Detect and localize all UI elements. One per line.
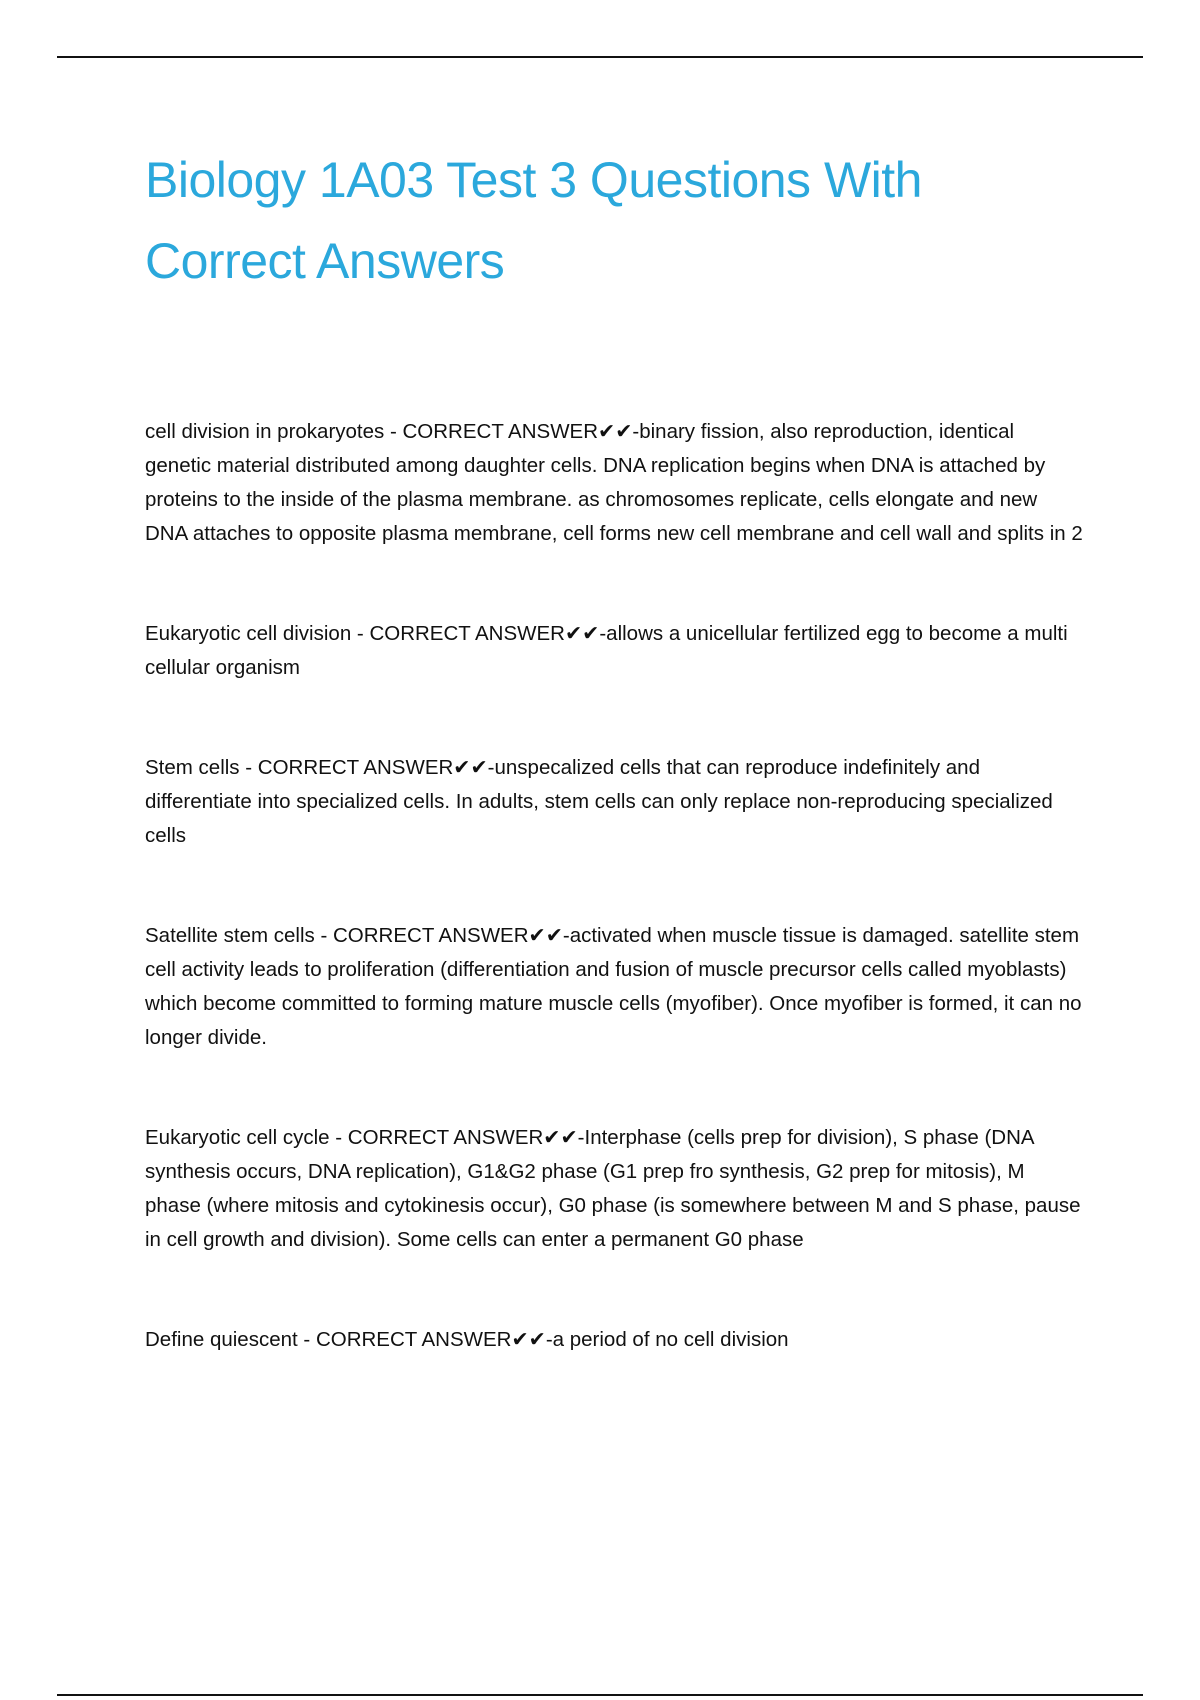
- document-body: [145, 140, 1085, 1423]
- qa-item: [145, 617, 1085, 685]
- top-rule: [57, 56, 1143, 58]
- answer-marker: CORRECT ANSWER✔✔-: [347, 1126, 585, 1149]
- question-text: Eukaryotic cell cycle: [145, 1126, 330, 1149]
- qa-item: [145, 1323, 1085, 1357]
- document-title: Biology 1A03 Test 3 Questions With Correct Answers: [145, 152, 922, 289]
- question-text: Define quiescent: [145, 1328, 298, 1351]
- separator: -: [384, 420, 403, 443]
- answer-text: allows a unicellular fertilized egg to become a multi cellular organism: [145, 622, 1068, 679]
- qa-item: [145, 919, 1085, 1055]
- answer-text: unspecalized cells that can reproduce indefinitely and differentiate into specialized cells. In adults, stem cells can only replace non-reproducing specialized cells: [145, 756, 1053, 847]
- answer-text: binary fission, also reproduction, identical genetic material distributed among daughter cells. DNA replication begins when DNA is attached by proteins to the inside of the plasma membrane. as chromosomes replicate, cells elongate and new DNA attaches to opposite plasma membrane, cell forms new cell membrane and cell wall and splits in 2: [145, 420, 1083, 545]
- question-text: Stem cells: [145, 756, 240, 779]
- answer-marker: CORRECT ANSWER✔✔-: [315, 1328, 553, 1351]
- qa-item: [145, 415, 1085, 551]
- separator: -: [329, 1126, 348, 1149]
- answer-marker: CORRECT ANSWER✔✔-: [402, 420, 640, 443]
- question-text: Eukaryotic cell division: [145, 622, 352, 645]
- question-text: Satellite stem cells: [145, 924, 315, 947]
- qa-item: [145, 751, 1085, 853]
- answer-text: activated when muscle tissue is damaged. satellite stem cell activity leads to proliferation (differentiation and fusion of muscle precursor cells called myoblasts) which become committed to forming mature muscle cells (myofiber). Once myofiber is formed, it can no longer divide.: [145, 924, 1082, 1049]
- qa-item: [145, 1121, 1085, 1257]
- separator: -: [314, 924, 333, 947]
- qa-list: [145, 415, 1085, 1357]
- separator: -: [239, 756, 258, 779]
- bottom-rule: [57, 1694, 1143, 1696]
- answer-marker: CORRECT ANSWER✔✔-: [369, 622, 607, 645]
- answer-text: a period of no cell division: [552, 1328, 789, 1351]
- question-text: cell division in prokaryotes: [145, 420, 385, 443]
- separator: -: [297, 1328, 316, 1351]
- answer-marker: CORRECT ANSWER✔✔-: [332, 924, 570, 947]
- answer-text: Interphase (cells prep for division), S phase (DNA synthesis occurs, DNA replication), G1&G2 phase (G1 prep fro synthesis, G2 prep for mitosis), M phase (where mitosis and cytokinesis occur), G0 phase (is somewhere between M and S phase, pause in cell growth and division). Some cells can enter a permanent G0 phase: [145, 1126, 1081, 1251]
- answer-marker: CORRECT ANSWER✔✔-: [257, 756, 495, 779]
- separator: -: [351, 622, 370, 645]
